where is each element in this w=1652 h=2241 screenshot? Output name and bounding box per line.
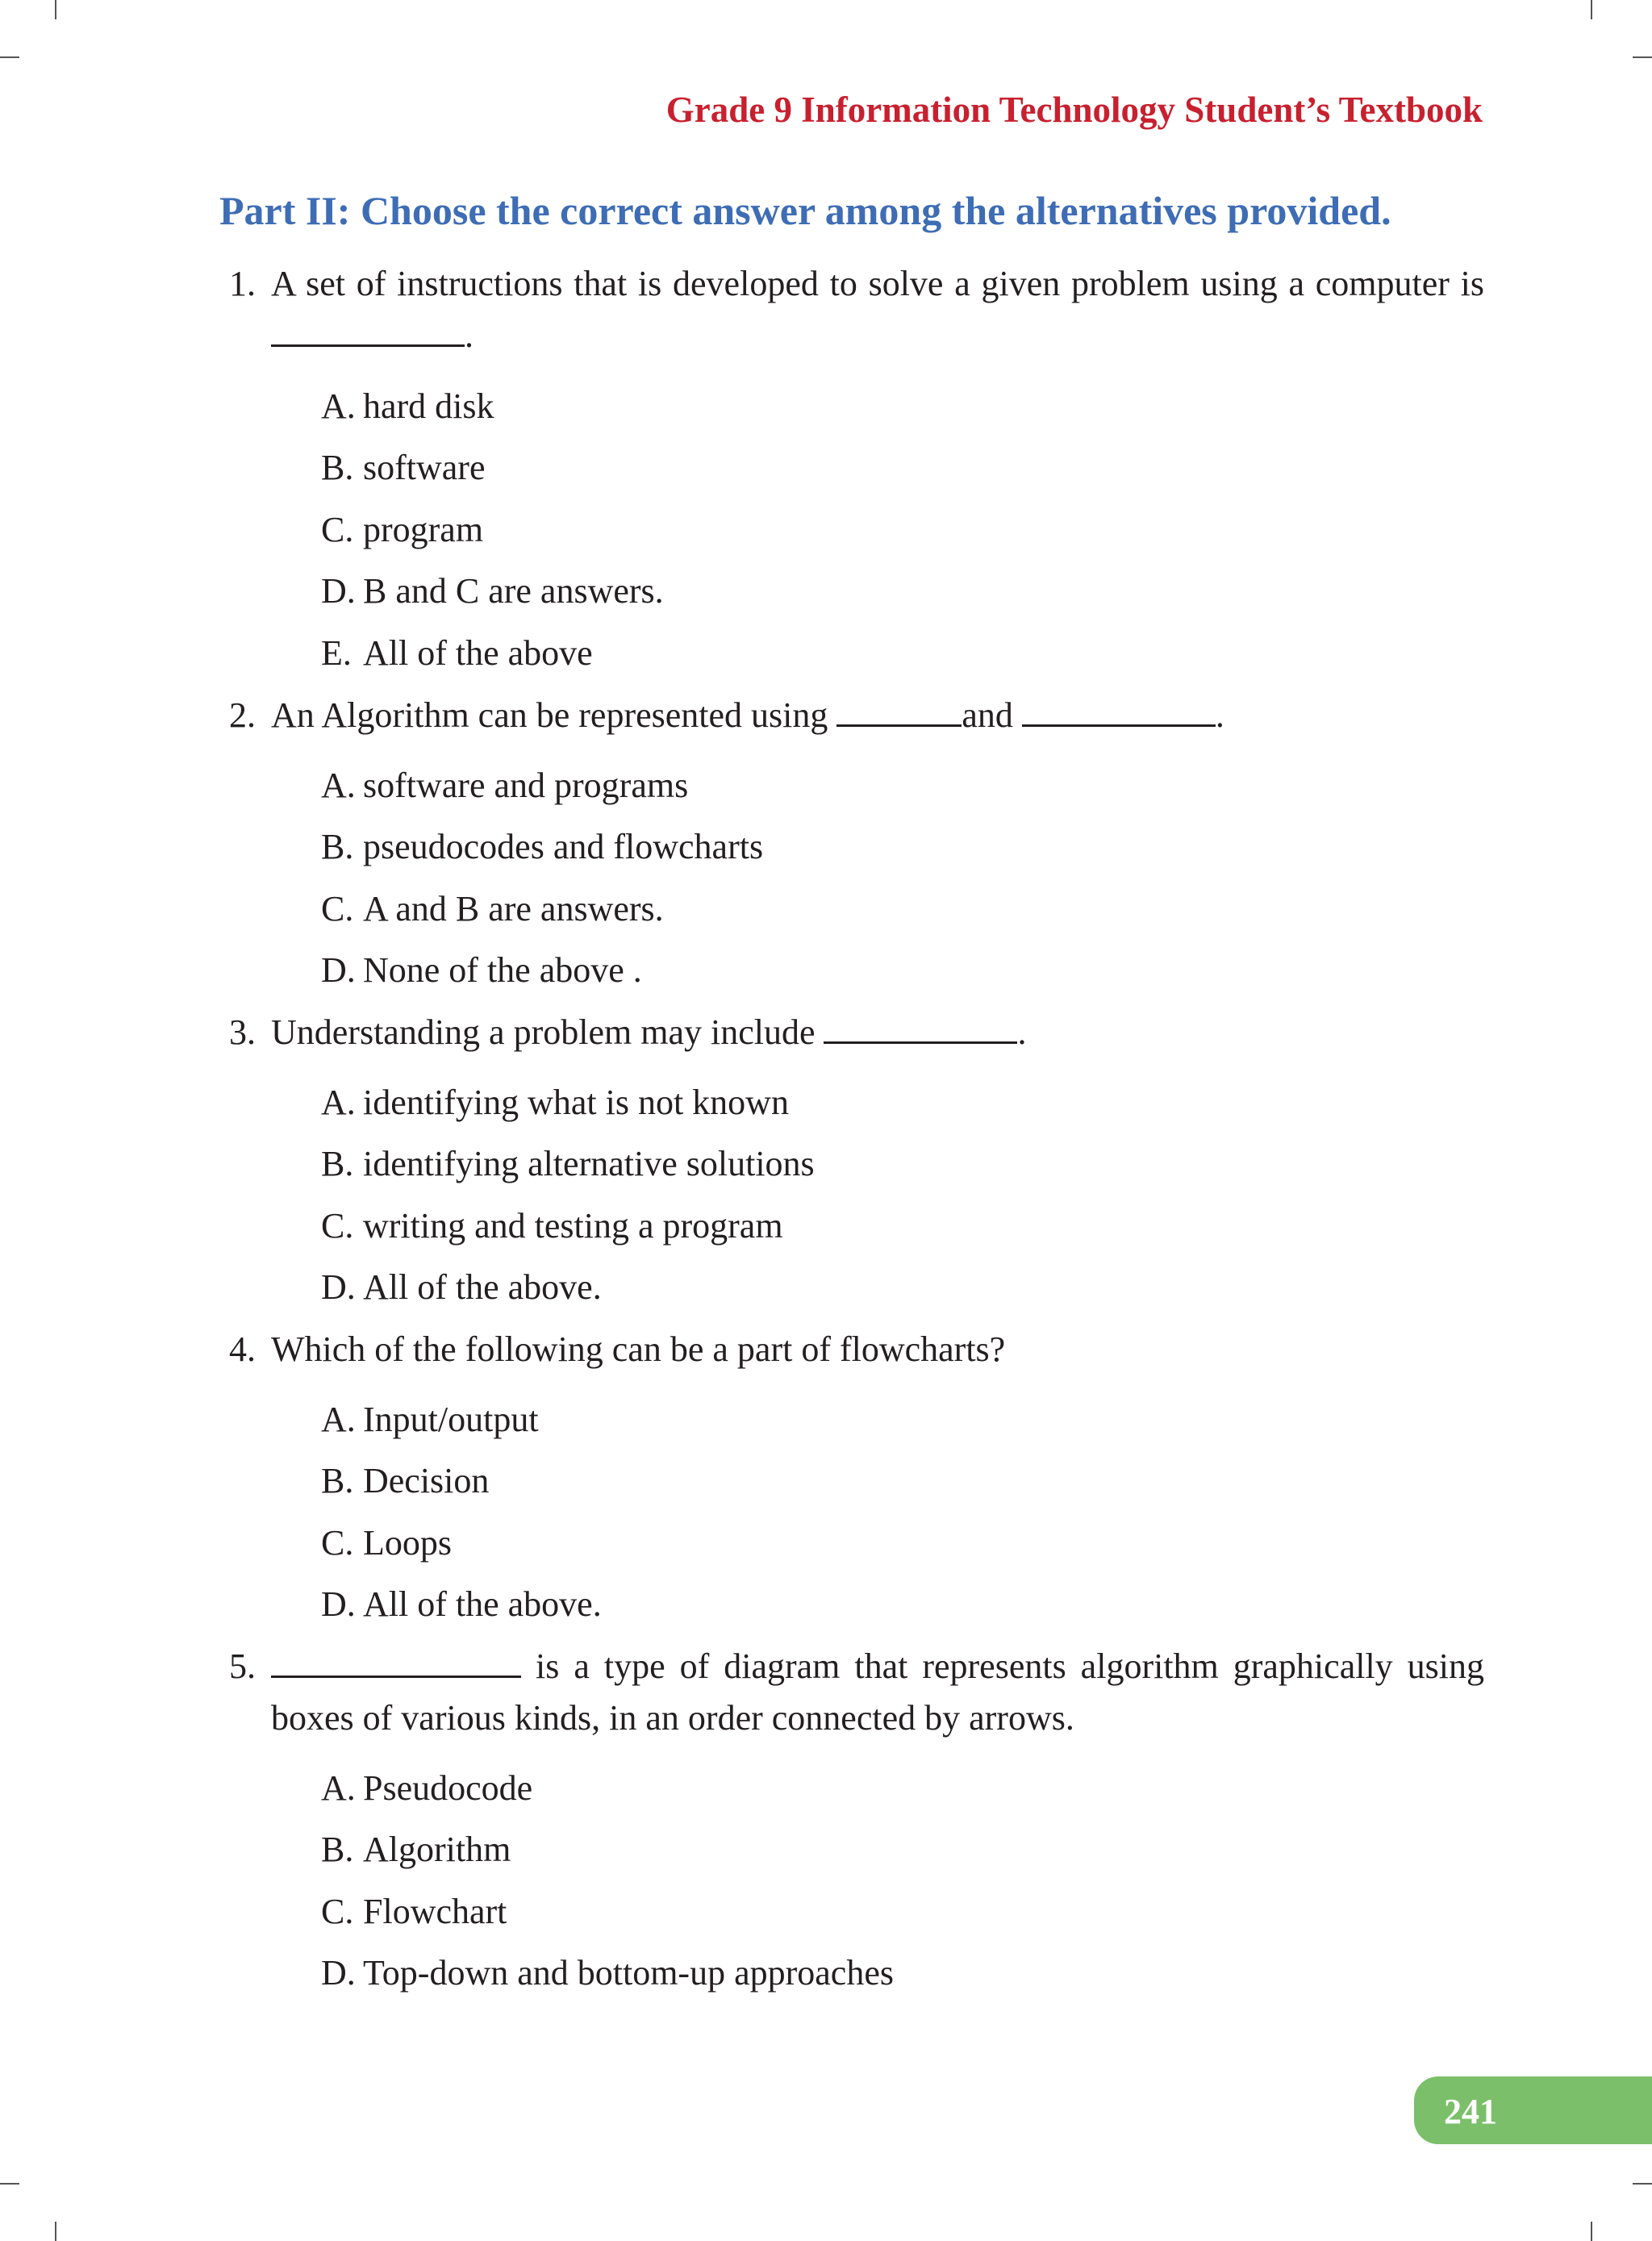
option-2d[interactable]: D. None of the above . <box>321 950 642 990</box>
crop-mark-bottom-left <box>55 2222 56 2241</box>
crop-mark-top-right <box>1591 0 1592 19</box>
option-5d[interactable]: D. Top-down and bottom-up approaches <box>321 1953 894 1993</box>
question-2 <box>229 690 1484 741</box>
question-3 <box>229 1007 1484 1058</box>
option-5b[interactable]: B. Algorithm <box>321 1830 511 1869</box>
option-4d[interactable]: D. All of the above. <box>321 1584 602 1624</box>
crop-mark-bottom-right <box>1591 2222 1592 2241</box>
question-number: 4. <box>229 1329 256 1369</box>
question-number: 3. <box>229 1012 256 1052</box>
option-1d[interactable]: D. B and C are answers. <box>321 571 664 611</box>
crop-mark-top-left <box>55 0 56 19</box>
crop-mark-right-top <box>1633 56 1652 58</box>
question-text: A set of instructions that is developed to solve a given problem using a computer is . <box>271 264 1484 355</box>
question-text: is a type of diagram that represents algorithm graphically using boxes of various kinds, in an order connected by arrows. <box>271 1646 1485 1738</box>
question-1 <box>229 258 1484 361</box>
section-heading: Part II: Choose the correct answer among the alternatives provided. <box>219 188 1391 233</box>
crop-mark-left-bottom <box>0 2183 19 2185</box>
option-3a[interactable]: A. identifying what is not known <box>321 1083 789 1122</box>
option-3d[interactable]: D. All of the above. <box>321 1267 602 1307</box>
running-header: Grade 9 Information Technology Student’s Textbook <box>665 90 1483 130</box>
question-number: 2. <box>229 695 256 735</box>
answer-blank[interactable] <box>271 1645 521 1678</box>
option-1a[interactable]: A. hard disk <box>321 386 494 426</box>
question-number: 1. <box>229 264 256 303</box>
question-4 <box>229 1324 1484 1375</box>
option-3b[interactable]: B. identifying alternative solutions <box>321 1144 815 1183</box>
option-1b[interactable]: B. software <box>321 448 486 487</box>
crop-mark-right-bottom <box>1633 2183 1652 2185</box>
answer-blank[interactable] <box>836 694 962 727</box>
option-1c[interactable]: C. program <box>321 510 484 549</box>
question-5 <box>229 1641 1484 1744</box>
option-2b[interactable]: B. pseudocodes and flowcharts <box>321 827 764 866</box>
option-2c[interactable]: C. A and B are answers. <box>321 889 664 929</box>
question-number: 5. <box>229 1646 256 1686</box>
option-4a[interactable]: A. Input/output <box>321 1400 539 1439</box>
crop-mark-left-top <box>0 56 19 58</box>
option-4b[interactable]: B. Decision <box>321 1461 490 1500</box>
option-2a[interactable]: A. software and programs <box>321 766 689 805</box>
question-text: An Algorithm can be represented using and . <box>271 695 1224 735</box>
answer-blank[interactable] <box>1022 694 1216 727</box>
option-1e[interactable]: E. All of the above <box>321 633 593 673</box>
option-5a[interactable]: A. Pseudocode <box>321 1768 533 1808</box>
option-4c[interactable]: C. Loops <box>321 1523 452 1563</box>
answer-blank[interactable] <box>271 314 465 347</box>
question-text: Which of the following can be a part of flowcharts? <box>271 1329 1006 1369</box>
page-number: 241 <box>1444 2092 1497 2131</box>
question-text: Understanding a problem may include . <box>271 1012 1027 1052</box>
option-5c[interactable]: C. Flowchart <box>321 1892 507 1931</box>
option-3c[interactable]: C. writing and testing a program <box>321 1206 783 1246</box>
answer-blank[interactable] <box>824 1011 1017 1044</box>
